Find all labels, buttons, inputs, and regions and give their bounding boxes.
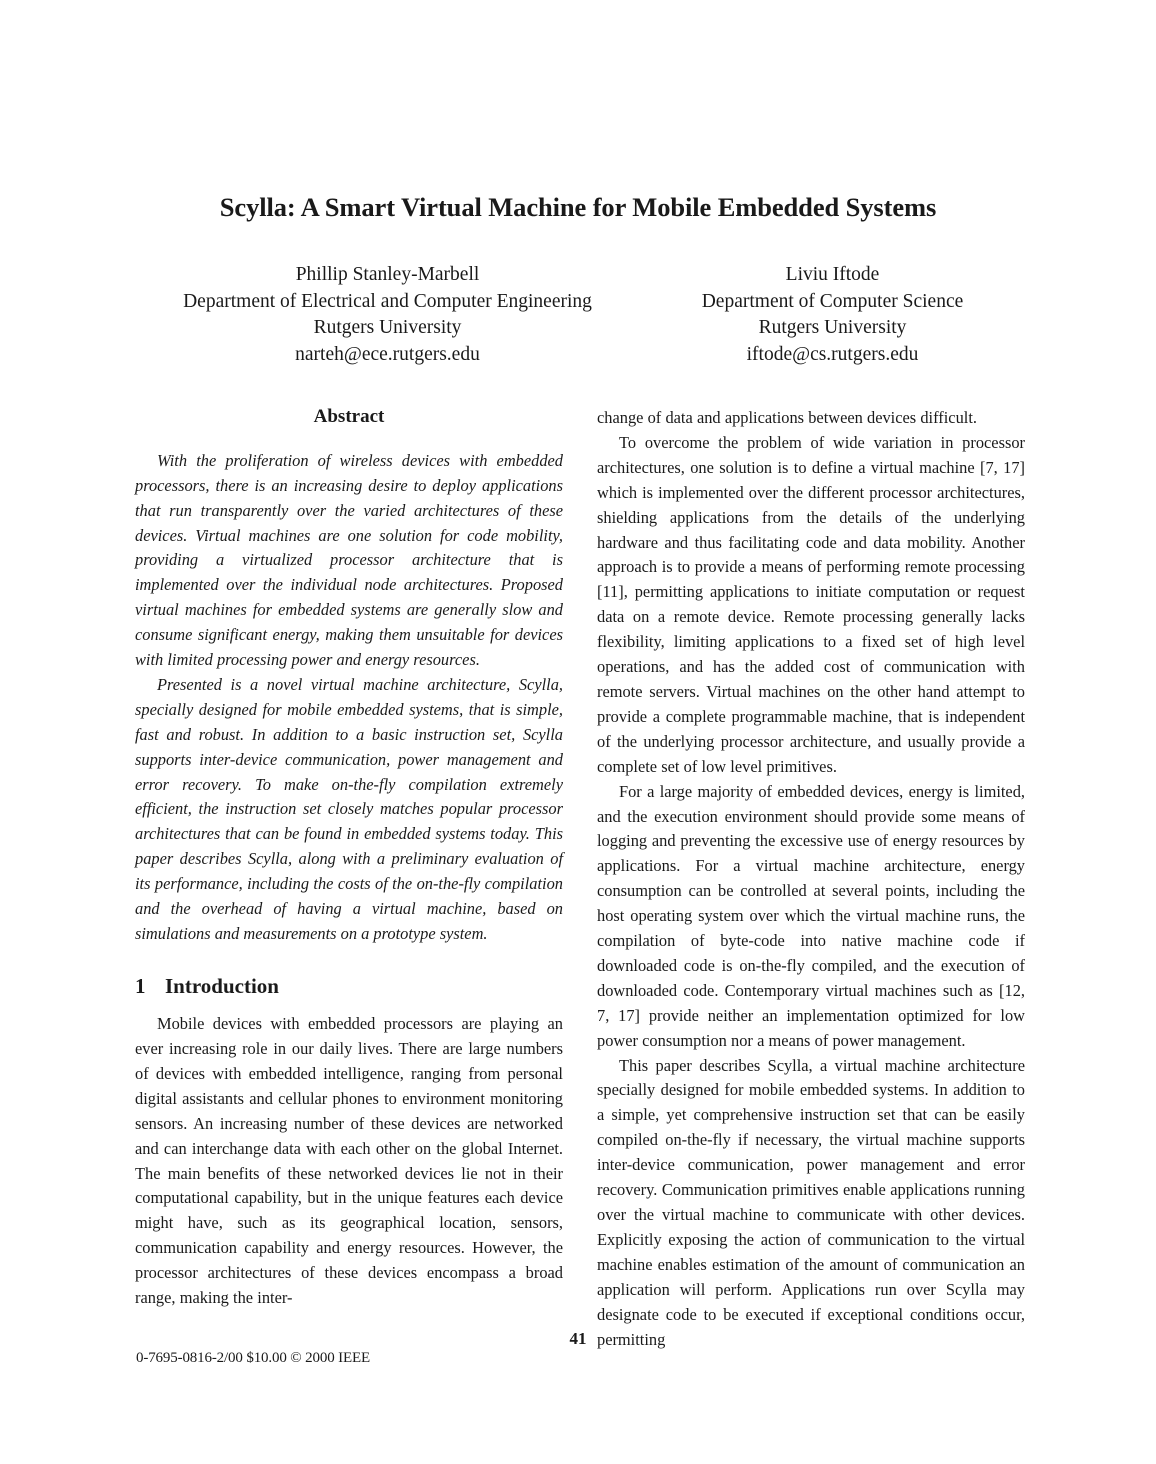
author-entry-1: [135, 262, 640, 368]
author-name: Liviu Iftode: [785, 264, 880, 285]
abstract-paragraph: Presented is a novel virtual machine architecture, Scylla, specially designed for mobile embedded systems, that is simple, fast and robust. In addition to a basic instruction set, Scylla supports inter-device communication, power management and error recovery. To make on-the-fly compilation extremely efficient, the instruction set closely matches popular processor architectures that can be found in embedded systems today. This paper describes Scylla, along with a preliminary evaluation of its performance, including the costs of the on-the-fly compilation and the overhead of having a virtual machine, based on simulations and measurements on a prototype system.: [135, 674, 563, 944]
body-paragraph: change of data and applications between devices difficult.: [597, 408, 977, 427]
body-paragraph: To overcome the problem of wide variation in processor architectures, one solution is to define a virtual machine [7, 17] which is implemented over the different processor architectures, shielding applications from the details of the underlying hardware and thus facilitating code and data mobility. Another approach is to provide a means of performing remote processing [11], permitting applications to initiate computation or request data on a remote device. Remote processing generally lacks flexibility, limiting applications to a fixed set of high level operations, and has the added cost of communication with remote servers. Virtual machines on the other hand attempt to provide a complete programmable machine, that is independent of the underlying processor architecture, and usually provide a complete set of low level primitives.: [597, 432, 1025, 776]
author-entry-2: [640, 262, 1025, 368]
abstract-paragraph: With the proliferation of wireless devices with embedded processors, there is an increasing desire to deploy applications that run transparently over the varied architectures of these devices. Virtual machines are one solution for code mobility, providing a virtualized processor architecture that is implemented over the individual node architectures. Proposed virtual machines for embedded systems are generally slow and consume significant energy, making them unsuitable for devices with limited processing power and energy resources.: [135, 450, 563, 670]
author-name: Phillip Stanley-Marbell: [295, 264, 480, 285]
author-institution: Rutgers University: [758, 317, 907, 339]
page-number: 41: [569, 1329, 587, 1348]
author-email: iftode@cs.rutgers.edu: [746, 343, 919, 365]
body-paragraph: Mobile devices with embedded processors are playing an ever increasing role in our daily lives. There are large numbers of devices with embedded intelligence, ranging from personal digital assistants and cellular phones to environment monitoring sensors. An increasing number of these devices are networked and can interchange data with each other on the global Internet. The main benefits of these networked devices lie not in their computational capability, but in the unique features each device might have, such as its geographical location, sensors, communication capability and energy resources. However, the processor architectures of these devices encompass a broad range, making the inter-: [135, 1014, 563, 1308]
section-number: 1: [135, 973, 146, 998]
author-email: narteh@ece.rutgers.edu: [295, 343, 480, 365]
abstract-heading: Abstract: [313, 406, 385, 427]
body-paragraph: This paper describes Scylla, a virtual machine architecture specially designed for mobile embedded systems. In addition to a simple, yet comprehensive instruction set that can be easily compiled on-the-fly if necessary, the virtual machine supports inter-device communication, power management and error recovery. Communication primitives enable applications running over the virtual machine to communicate with other devices. Explicitly exposing the action of communication to the virtual machine enables estimation of the amount of communication an application will perform. Applications run over Scylla may designate code to be executed if exceptional conditions occur, permitting: [597, 1055, 1025, 1349]
section-heading-introduction: [135, 974, 563, 999]
page-title: Scylla: A Smart Virtual Machine for Mobile Embedded Systems: [219, 192, 937, 222]
author-block: [135, 262, 1025, 368]
author-department: Department of Electrical and Computer Engineering: [183, 290, 592, 312]
column-right: [597, 406, 1025, 1349]
author-department: Department of Computer Science: [701, 290, 964, 312]
column-left: [135, 406, 563, 1308]
copyright-notice: 0-7695-0816-2/00 $10.00 © 2000 IEEE: [136, 1350, 371, 1366]
section-title: Introduction: [165, 973, 279, 998]
author-institution: Rutgers University: [313, 317, 462, 339]
body-paragraph: For a large majority of embedded devices, energy is limited, and the execution environment should provide some means of logging and preventing the excessive use of energy resources by applications. For a virtual machine architecture, energy consumption can be controlled at several points, including the host operating system over which the virtual machine runs, the compilation of byte-code into native machine code if downloaded code is on-the-fly compiled, and the execution of downloaded code. Contemporary virtual machines such as [12, 7, 17] provide neither an implementation optimized for low power consumption nor a means of power management.: [597, 781, 1025, 1050]
